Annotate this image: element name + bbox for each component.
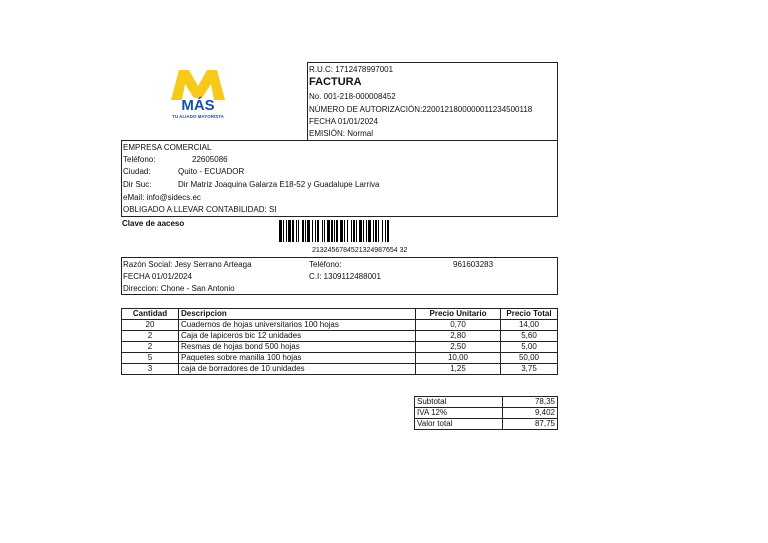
barcode-bar bbox=[347, 220, 348, 242]
company-city: Quito - ECUADOR bbox=[178, 167, 245, 176]
barcode-bar bbox=[288, 220, 291, 242]
company-phone: 22605086 bbox=[192, 155, 228, 164]
barcode-bar bbox=[331, 220, 333, 242]
barcode-bar bbox=[336, 220, 338, 242]
barcode-bar bbox=[279, 220, 282, 242]
item-quantity: 5 bbox=[122, 353, 179, 364]
barcode bbox=[279, 220, 465, 242]
company-name: EMPRESA COMERCIAL bbox=[123, 143, 212, 152]
item-quantity: 2 bbox=[122, 331, 179, 342]
barcode-bar bbox=[286, 220, 287, 242]
barcode-bar bbox=[363, 220, 364, 242]
item-total: 5,00 bbox=[501, 342, 558, 353]
barcode-bar bbox=[305, 220, 306, 242]
company-info-box bbox=[121, 140, 558, 217]
grand-total-label: Valor total bbox=[415, 419, 503, 430]
barcode-bar bbox=[317, 220, 319, 242]
client-date: FECHA 01/01/2024 bbox=[123, 272, 192, 281]
barcode-bar bbox=[378, 220, 379, 242]
client-id: C.I: 1309112488001 bbox=[309, 272, 381, 281]
item-total: 5,60 bbox=[501, 331, 558, 342]
invoice-number: No. 001-218-000008452 bbox=[309, 92, 396, 101]
item-description: Cuadernos de hojas universitarios 100 hojas bbox=[179, 320, 416, 331]
tax-value: 9,402 bbox=[503, 408, 558, 419]
item-unit-price: 2,50 bbox=[416, 342, 501, 353]
client-info-box bbox=[121, 257, 558, 295]
item-description: Caja de lapiceros bic 12 unidades bbox=[179, 331, 416, 342]
item-unit-price: 1,25 bbox=[416, 364, 501, 375]
client-phone: 961603283 bbox=[453, 260, 494, 269]
grand-total-value: 87,75 bbox=[503, 419, 558, 430]
barcode-bar bbox=[366, 220, 367, 242]
barcode-bar bbox=[292, 220, 294, 242]
table-row bbox=[122, 353, 558, 364]
table-row bbox=[122, 364, 558, 375]
company-city-label: Ciudad: bbox=[123, 167, 151, 176]
invoice-date: FECHA 01/01/2024 bbox=[309, 117, 378, 126]
company-address: Dir Matriz Joaquina Galarza E18-52 y Guadalupe Larriva bbox=[178, 180, 380, 189]
item-quantity: 3 bbox=[122, 364, 179, 375]
barcode-bar bbox=[375, 220, 377, 242]
item-quantity: 2 bbox=[122, 342, 179, 353]
grand-total-row bbox=[415, 419, 558, 430]
totals-table bbox=[414, 396, 558, 430]
invoice-title: FACTURA bbox=[309, 76, 362, 88]
items-header-row bbox=[122, 309, 558, 320]
barcode-bar bbox=[307, 220, 310, 242]
barcode-bar bbox=[322, 220, 323, 242]
subtotal-value: 78,35 bbox=[503, 397, 558, 408]
barcode-bar bbox=[373, 220, 374, 242]
barcode-bar bbox=[387, 220, 389, 242]
item-description: Resmas de hojas bond 500 hojas bbox=[179, 342, 416, 353]
barcode-bar bbox=[382, 220, 383, 242]
item-description: Paquetes sobre manilla 100 hojas bbox=[179, 353, 416, 364]
item-unit-price: 2,80 bbox=[416, 331, 501, 342]
tax-row bbox=[415, 408, 558, 419]
table-row bbox=[122, 331, 558, 342]
barcode-bar bbox=[356, 220, 357, 242]
accounting-obligation: OBLIGADO A LLEVAR CONTABILIDAD: SI bbox=[123, 205, 277, 214]
barcode-bar bbox=[340, 220, 343, 242]
company-logo bbox=[165, 66, 231, 124]
barcode-bar bbox=[327, 220, 330, 242]
company-email: eMail: info@sidecs.ec bbox=[123, 193, 201, 202]
ruc-text: R.U.C: 1712478997001 bbox=[309, 65, 394, 74]
barcode-bar bbox=[315, 220, 316, 242]
client-name: Razón Social: Jesy Serrano Arteaga bbox=[123, 260, 252, 269]
invoice-header-box bbox=[307, 62, 558, 141]
logo-tagline: TU ALIADO MAYORISTA bbox=[172, 114, 224, 119]
barcode-bar bbox=[351, 220, 352, 242]
barcode-bar bbox=[302, 220, 304, 242]
client-phone-label: Teléfono: bbox=[309, 260, 342, 269]
company-phone-label: Teléfono: bbox=[123, 155, 156, 164]
access-key-code: 2132456784521324987654 32 bbox=[312, 247, 408, 254]
barcode-bar bbox=[312, 220, 313, 242]
barcode-bar bbox=[344, 220, 345, 242]
barcode-bar bbox=[296, 220, 297, 242]
barcode-bar bbox=[283, 220, 284, 242]
barcode-bar bbox=[368, 220, 371, 242]
client-address: Direccion: Chone - San Antonio bbox=[123, 284, 235, 293]
barcode-bar bbox=[359, 220, 362, 242]
item-unit-price: 10,00 bbox=[416, 353, 501, 364]
col-description: Descripcion bbox=[179, 309, 416, 320]
items-table bbox=[121, 308, 558, 375]
table-row bbox=[122, 320, 558, 331]
table-row bbox=[122, 342, 558, 353]
barcode-bar bbox=[298, 220, 299, 242]
col-quantity: Cantidad bbox=[122, 309, 179, 320]
authorization-number: NÚMERO DE AUTORIZACIÓN:2200121800000011234500118 bbox=[309, 105, 533, 114]
tax-label: IVA 12% bbox=[415, 408, 503, 419]
item-total: 14,00 bbox=[501, 320, 558, 331]
item-quantity: 20 bbox=[122, 320, 179, 331]
barcode-bar bbox=[353, 220, 355, 242]
access-key-label: Clave de aaceso bbox=[122, 219, 185, 228]
item-unit-price: 0,70 bbox=[416, 320, 501, 331]
company-address-label: Dir Suc: bbox=[123, 180, 152, 189]
emission-type: EMISIÓN: Normal bbox=[309, 129, 374, 138]
barcode-bar bbox=[324, 220, 325, 242]
subtotal-row bbox=[415, 397, 558, 408]
logo-name: MÁS bbox=[181, 97, 215, 114]
barcode-bar bbox=[334, 220, 335, 242]
item-total: 50,00 bbox=[501, 353, 558, 364]
item-description: caja de borradores de 10 unidades bbox=[179, 364, 416, 375]
barcode-bar bbox=[385, 220, 386, 242]
item-total: 3,75 bbox=[501, 364, 558, 375]
subtotal-label: Subtotal bbox=[415, 397, 503, 408]
col-unit-price: Precio Unitario bbox=[416, 309, 501, 320]
col-total-price: Precio Total bbox=[501, 309, 558, 320]
